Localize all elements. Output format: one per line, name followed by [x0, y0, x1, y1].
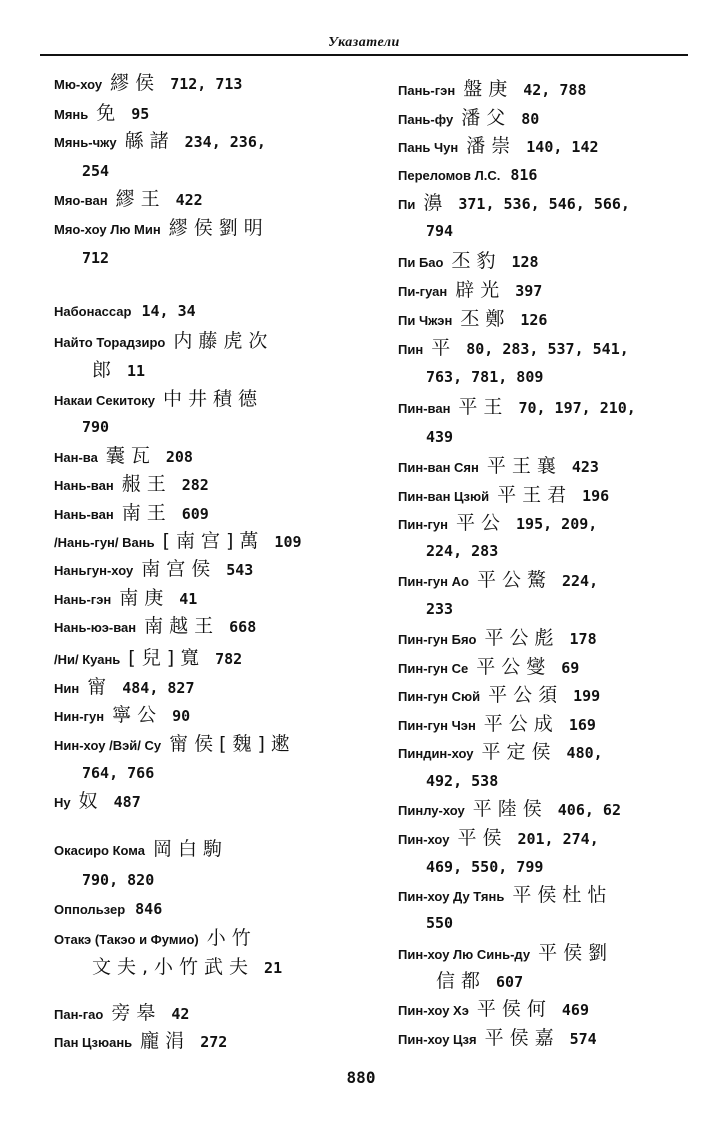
entry-name: Пин-гун Ао: [398, 574, 469, 589]
entry-pages: 109: [274, 533, 302, 551]
index-entry: [398, 133, 599, 159]
entry-characters: 平侯: [457, 827, 508, 849]
running-header: [40, 30, 688, 56]
entry-characters: 囊瓦: [105, 445, 156, 467]
entry-name: Мянь: [54, 107, 89, 122]
entry-characters: 小竹: [206, 927, 257, 949]
index-entry: [54, 298, 196, 324]
entry-pages: 128: [511, 253, 539, 271]
index-entry-continuation: [426, 596, 453, 622]
index-entry: [54, 1028, 227, 1054]
index-entry: [398, 482, 609, 508]
entry-name: Нань-юэ-ван: [54, 620, 137, 635]
entry-name: Пи: [398, 197, 416, 212]
continuation-pages: 764, 766: [82, 764, 155, 782]
entry-name: Пин-ван Цзюй: [398, 489, 490, 504]
entry-characters: 平侯劉: [538, 942, 614, 964]
entry-name: Нин-хоу /Вэй/ Су: [54, 738, 162, 753]
continuation-characters: 郎: [92, 359, 118, 381]
entry-name: Нань-ван: [54, 507, 114, 522]
entry-pages: 208: [165, 448, 193, 466]
entry-name: Найто Торадзиро: [54, 335, 166, 350]
continuation-pages: 794: [426, 222, 454, 240]
index-entry: [398, 796, 621, 822]
index-entry-continuation: [92, 357, 145, 383]
entry-characters: 繆侯劉明: [168, 217, 269, 239]
index-entry: [54, 528, 302, 554]
index-entry: [398, 394, 636, 420]
entry-characters: 平陸侯: [472, 798, 548, 820]
entry-characters: 潘崇: [466, 135, 517, 157]
entry-characters: 平王襄: [486, 455, 562, 477]
entry-name: Мю-хоу: [54, 77, 103, 92]
continuation-pages: 21: [264, 959, 283, 977]
entry-name: Нан-ва: [54, 450, 98, 465]
entry-name: Пиндин-хоу: [398, 746, 474, 761]
index-entry: [54, 328, 273, 354]
index-entry: [398, 654, 579, 680]
continuation-pages: 11: [127, 362, 146, 380]
index-entry: [54, 443, 193, 469]
entry-pages: 70, 197, 210,: [518, 399, 636, 417]
index-entry-continuation: [92, 954, 282, 980]
entry-characters: 岡白駒: [152, 838, 228, 860]
index-entry: [398, 248, 539, 274]
entry-pages: 543: [226, 561, 254, 579]
index-entry: [54, 128, 266, 154]
entry-pages: 199: [573, 687, 601, 705]
entry-name: Окасиро Кома: [54, 843, 145, 858]
index-entry: [54, 471, 209, 497]
entry-characters: 平侯嘉: [484, 1027, 560, 1049]
entry-name: Оппользер: [54, 902, 126, 917]
entry-name: Пи-гуан: [398, 284, 448, 299]
index-entry: [398, 882, 612, 908]
entry-name: Нань-ван: [54, 478, 114, 493]
index-entry-continuation: [426, 910, 453, 936]
entry-name: Пин-хоу Ду Тянь: [398, 889, 505, 904]
entry-name: Нин-гун: [54, 709, 105, 724]
index-entry: [398, 567, 598, 593]
entry-name: Отакэ (Такэо и Фумио): [54, 932, 199, 947]
entry-characters: 平公須: [488, 684, 564, 706]
entry-name: Накаи Секитоку: [54, 393, 155, 408]
entry-pages: 201, 274,: [517, 830, 599, 848]
index-entry: [54, 186, 203, 212]
entry-pages: 397: [515, 282, 543, 300]
entry-name: Наньгун-хоу: [54, 563, 134, 578]
entry-characters: 緜諸: [124, 130, 175, 152]
entry-name: Пин-ван: [398, 401, 451, 416]
index-entry: [54, 788, 141, 814]
entry-characters: 南王: [121, 502, 172, 524]
entry-characters: 南越王: [144, 615, 220, 637]
index-entry: [398, 1025, 597, 1051]
entry-pages: 609: [181, 505, 209, 523]
entry-name: Пин-хоу Цзя: [398, 1032, 477, 1047]
entry-characters: 丕鄭: [460, 308, 511, 330]
entry-characters: 平侯杜怗: [512, 884, 613, 906]
index-entry-continuation: [426, 218, 453, 244]
entry-pages: 126: [520, 311, 548, 329]
index-entry: [54, 836, 228, 862]
entry-pages: 80, 283, 537, 541,: [466, 340, 629, 358]
entry-pages: 169: [568, 716, 596, 734]
entry-name: Пин-хоу Хэ: [398, 1003, 469, 1018]
entry-characters: 繆侯: [110, 72, 161, 94]
entry-characters: 平王君: [497, 484, 573, 506]
entry-characters: 南庚: [119, 587, 170, 609]
entry-pages: 484, 827: [122, 679, 195, 697]
entry-characters: 丕豹: [451, 250, 502, 272]
continuation-pages: 469, 550, 799: [426, 858, 544, 876]
entry-characters: 龐涓: [140, 1030, 191, 1052]
index-entry: [54, 386, 263, 412]
entry-characters: 南宫侯: [141, 558, 217, 580]
index-entry: [398, 682, 600, 708]
entry-characters: 濞: [423, 192, 449, 214]
entry-pages: 196: [582, 487, 610, 505]
index-entry: [54, 585, 197, 611]
index-entry: [398, 453, 599, 479]
index-entry: [54, 1000, 189, 1026]
index-entry-continuation: [426, 854, 543, 880]
continuation-pages: 254: [82, 162, 110, 180]
entry-pages: 406, 62: [557, 801, 621, 819]
index-entry: [398, 996, 589, 1022]
entry-characters: 中井積德: [162, 388, 263, 410]
entry-characters: 平公彪: [484, 627, 560, 649]
entry-pages: 234, 236,: [184, 133, 266, 151]
entry-characters: 辟光: [455, 279, 506, 301]
entry-pages: 422: [175, 191, 203, 209]
index-entry: [398, 306, 547, 332]
entry-characters: 平王: [458, 396, 509, 418]
entry-pages: 480,: [566, 744, 603, 762]
entry-pages: 224,: [561, 572, 599, 590]
entry-name: Набонассар: [54, 304, 132, 319]
index-entry: [398, 510, 597, 536]
entry-characters: 免: [96, 102, 122, 124]
entry-name: Пин-гун: [398, 517, 449, 532]
index-entry: [54, 100, 149, 126]
entry-characters: 寧公: [112, 704, 163, 726]
entry-characters: 平: [431, 337, 457, 359]
entry-characters: 平侯何: [476, 998, 552, 1020]
entry-characters: 平公燮: [476, 656, 552, 678]
entry-pages: 80: [521, 110, 540, 128]
index-entry: [398, 711, 596, 737]
entry-name: Пи Бао: [398, 255, 444, 270]
entry-characters: 内藤虎次: [173, 330, 274, 352]
continuation-pages: 712: [82, 249, 110, 267]
entry-name: Пин-ван Сян: [398, 460, 479, 475]
entry-pages: 816: [510, 166, 538, 184]
entry-name: Пин-гун Бяо: [398, 632, 477, 647]
index-entry-continuation: [426, 768, 498, 794]
entry-pages: 487: [113, 793, 141, 811]
entry-name: Пин-гун Се: [398, 661, 469, 676]
entry-pages: 90: [172, 707, 191, 725]
entry-characters: 平公成: [483, 713, 559, 735]
entry-pages: 14, 34: [141, 302, 196, 320]
entry-name: Ну: [54, 795, 71, 810]
continuation-characters: 信都: [436, 970, 487, 992]
entry-name: Пань Чун: [398, 140, 459, 155]
entry-characters: 平定侯: [481, 741, 557, 763]
header-title: Указатели: [328, 35, 400, 50]
index-entry-continuation: [82, 760, 154, 786]
index-entry: [54, 500, 209, 526]
index-entry: [54, 70, 242, 96]
continuation-characters: 文夫,小竹武夫: [92, 956, 255, 978]
entry-pages: 782: [215, 650, 243, 668]
entry-pages: 668: [229, 618, 257, 636]
index-entry-continuation: [426, 364, 543, 390]
entry-characters: [兒]寬: [128, 647, 206, 669]
entry-name: Пин-хоу Лю Синь-ду: [398, 947, 531, 962]
continuation-pages: 224, 283: [426, 542, 499, 560]
entry-pages: 282: [181, 476, 209, 494]
entry-name: Пин: [398, 342, 424, 357]
entry-characters: 繆王: [115, 188, 166, 210]
entry-name: Пан Цзюань: [54, 1035, 133, 1050]
entry-characters: 甯: [87, 676, 113, 698]
index-entry: [54, 674, 195, 700]
index-entry-continuation: [436, 968, 523, 994]
entry-pages: 423: [571, 458, 599, 476]
entry-name: Переломов Л.С.: [398, 168, 501, 183]
continuation-pages: 607: [496, 973, 524, 991]
entry-pages: 69: [561, 659, 580, 677]
index-entry: [398, 940, 613, 966]
index-entry: [54, 702, 190, 728]
entry-pages: 95: [131, 105, 150, 123]
entry-pages: 272: [200, 1033, 228, 1051]
index-entry: [54, 645, 242, 671]
continuation-pages: 790, 820: [82, 871, 155, 889]
entry-pages: 42, 788: [523, 81, 587, 99]
entry-name: Пань-гэн: [398, 83, 456, 98]
entry-pages: 712, 713: [170, 75, 243, 93]
entry-pages: 574: [569, 1030, 597, 1048]
entry-pages: 42: [171, 1005, 190, 1023]
entry-characters: 平公驁: [476, 569, 552, 591]
entry-name: Пи Чжэн: [398, 313, 453, 328]
entry-name: Нин: [54, 681, 80, 696]
entry-name: /Ни/ Куань: [54, 652, 121, 667]
entry-characters: 甯侯[魏]遬: [169, 733, 296, 755]
index-entry: [54, 613, 256, 639]
index-entry: [398, 335, 629, 361]
index-entry-continuation: [82, 245, 109, 271]
entry-name: /Нань-гун/ Вань: [54, 535, 155, 550]
entry-characters: [南宫]萬: [162, 530, 265, 552]
index-entry: [54, 556, 253, 582]
continuation-pages: 233: [426, 600, 454, 618]
entry-name: Пан-гао: [54, 1007, 104, 1022]
entry-name: Пинлу-хоу: [398, 803, 465, 818]
entry-characters: 奴: [78, 790, 104, 812]
page-number: 880: [346, 1068, 376, 1087]
entry-name: Пань-фу: [398, 112, 454, 127]
index-entry: [398, 625, 597, 651]
entry-pages: 178: [569, 630, 597, 648]
index-entry-continuation: [426, 424, 453, 450]
entry-pages: 371, 536, 546, 566,: [458, 195, 630, 213]
index-entry: [398, 162, 537, 188]
entry-pages: 195, 209,: [516, 515, 598, 533]
entry-name: Мяо-ван: [54, 193, 108, 208]
index-entry: [398, 825, 599, 851]
index-entry: [54, 215, 269, 241]
entry-name: Мяо-хоу Лю Мин: [54, 222, 161, 237]
entry-name: Пин-хоу: [398, 832, 450, 847]
entry-name: Мянь-чжу: [54, 135, 117, 150]
entry-characters: 潘父: [461, 107, 512, 129]
index-entry: [398, 739, 603, 765]
entry-name: Пин-гун Чэн: [398, 718, 476, 733]
index-entry: [54, 925, 257, 951]
index-entry: [398, 76, 586, 102]
continuation-pages: 492, 538: [426, 772, 499, 790]
index-entry-continuation: [82, 158, 109, 184]
index-entry: [54, 731, 296, 757]
index-entry: [54, 896, 162, 922]
entry-name: Пин-гун Сюй: [398, 689, 481, 704]
continuation-pages: 439: [426, 428, 454, 446]
entry-characters: 盤庚: [463, 78, 514, 100]
index-entry: [398, 105, 539, 131]
continuation-pages: 550: [426, 914, 454, 932]
entry-pages: 140, 142: [526, 138, 599, 156]
entry-pages: 41: [179, 590, 198, 608]
entry-characters: 赧王: [121, 473, 172, 495]
index-entry-continuation: [82, 867, 154, 893]
index-entry: [398, 277, 542, 303]
continuation-pages: 790: [82, 418, 110, 436]
entry-characters: 旁皋: [111, 1002, 162, 1024]
index-entry-continuation: [426, 538, 498, 564]
index-entry: [398, 190, 630, 216]
index-entry-continuation: [82, 414, 109, 440]
entry-pages: 846: [135, 900, 163, 918]
entry-name: Нань-гэн: [54, 592, 112, 607]
entry-pages: 469: [561, 1001, 589, 1019]
continuation-pages: 763, 781, 809: [426, 368, 544, 386]
entry-characters: 平公: [456, 512, 507, 534]
